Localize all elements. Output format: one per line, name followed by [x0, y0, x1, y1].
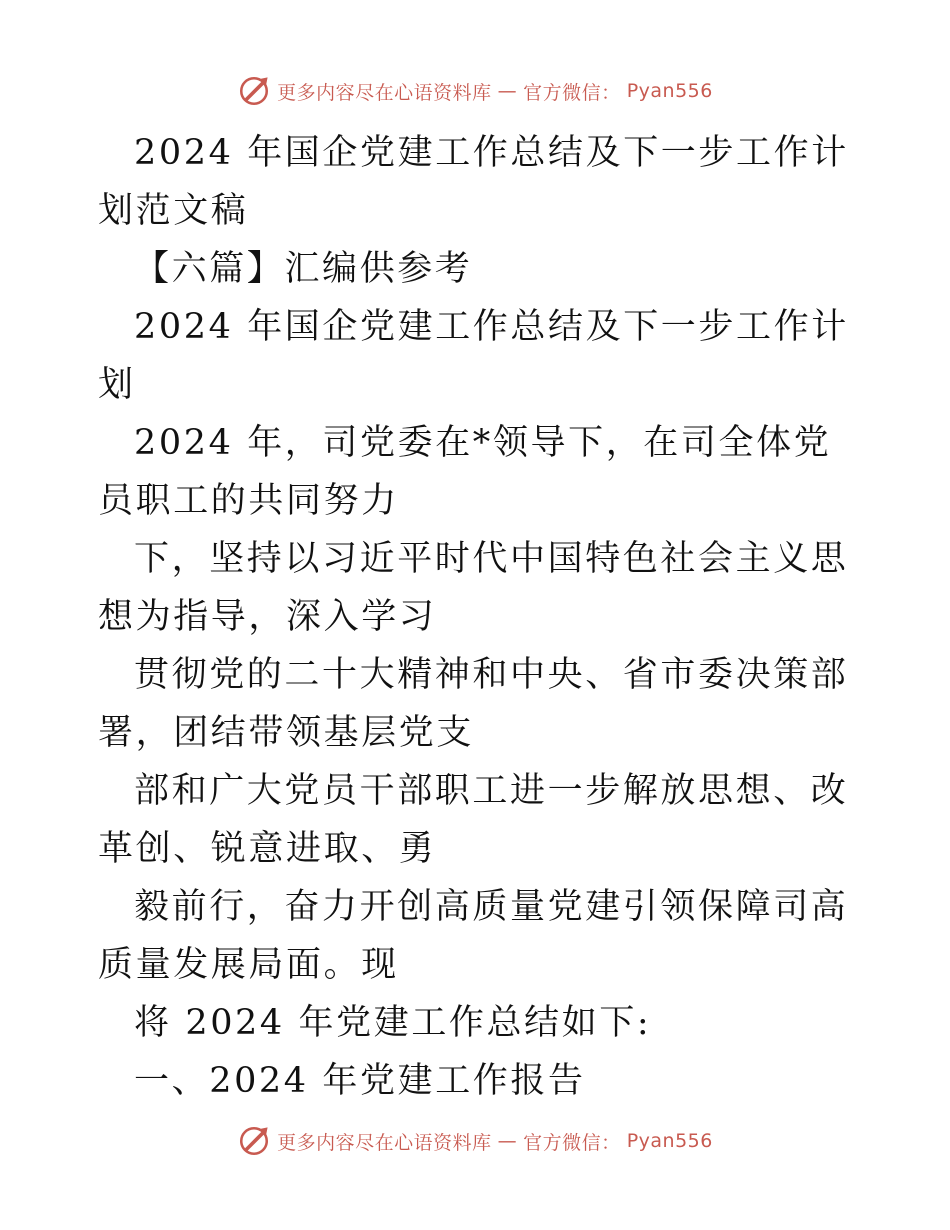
watermark-wechat-id: Pyan556: [626, 1130, 713, 1152]
quill-seal-icon: [237, 74, 271, 108]
quill-seal-icon: [237, 1124, 271, 1158]
document-title: 2024 年国企党建工作总结及下一步工作计划范文稿: [98, 133, 849, 231]
watermark-name: 更多内容尽在心语资料库: [277, 1131, 492, 1154]
report-heading: 一、2024 年党建工作报告: [134, 1061, 586, 1101]
watermark-wechat-id: Pyan556: [626, 80, 713, 102]
body-paragraph: 毅前行，奋力开创高质量党建引领保障司高质量发展局面。现: [98, 887, 849, 985]
body-paragraph: 贯彻党的二十大精神和中央、省市委决策部署，团结带领基层党支: [98, 655, 849, 753]
section-heading: 2024 年国企党建工作总结及下一步工作计划: [98, 307, 849, 405]
header-watermark: [0, 74, 950, 108]
body-paragraph: 2024 年，司党委在*领导下，在司全体党员职工的共同努力: [98, 423, 832, 521]
watermark-wechat-label: 官方微信：: [523, 1131, 621, 1154]
footer-watermark: [0, 1124, 950, 1158]
watermark-separator: —: [497, 80, 518, 102]
document-subtitle: 【六篇】汇编供参考: [134, 249, 473, 289]
body-paragraph: 下，坚持以习近平时代中国特色社会主义思想为指导，深入学习: [98, 539, 849, 637]
document-body: [98, 124, 858, 1110]
body-paragraph: 部和广大党员干部职工进一步解放思想、改革创、锐意进取、勇: [98, 771, 849, 869]
body-paragraph: 将 2024 年党建工作总结如下:: [134, 1003, 652, 1043]
watermark-wechat-label: 官方微信：: [523, 81, 621, 104]
watermark-separator: —: [497, 1130, 518, 1152]
watermark-name: 更多内容尽在心语资料库: [277, 81, 492, 104]
